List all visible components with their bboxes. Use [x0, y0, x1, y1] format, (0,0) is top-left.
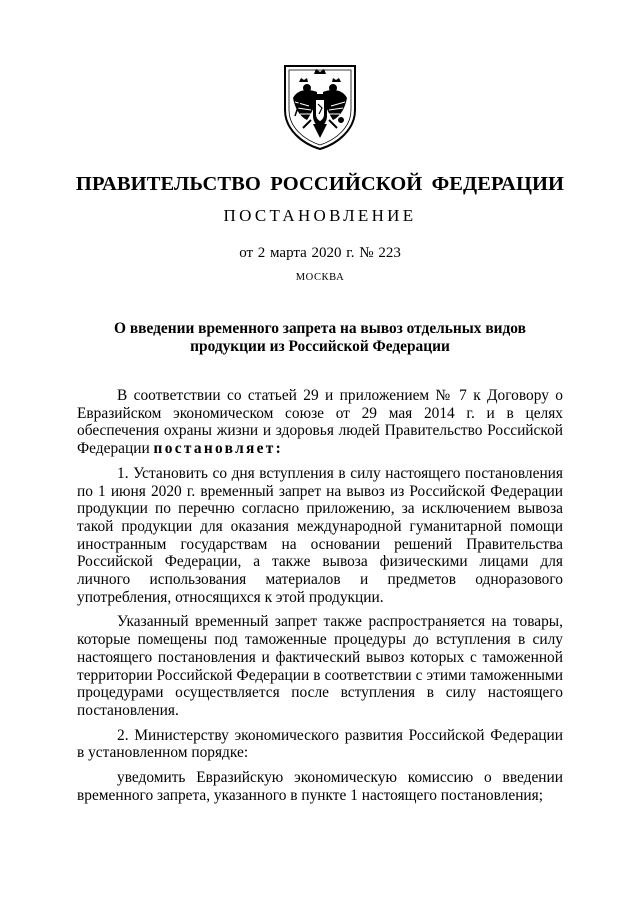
subject-line-2: продукции из Российской Федерации	[190, 338, 450, 355]
paragraph-item-1: 1. Установить со дня вступления в силу настоящего постановления по 1 июня 2020 г. временный запрет на вывоз из Российской Федерации продукции по перечню согласно приложению, за исключением вывоза такой продукции для оказания международной гуманитарной помощи иностранным государствам на основании решений Правительства Российской Федерации, а также вывоза физическими лицами для личного использования материалов и предметов одноразового употребления, относящихся к этой продукции.	[77, 464, 563, 606]
coat-of-arms-icon	[273, 58, 367, 152]
subject-line-1: О введении временного запрета на вывоз отдельных видов	[114, 320, 526, 337]
document-type: ПОСТАНОВЛЕНИЕ	[223, 206, 417, 225]
document-subject	[60, 320, 580, 356]
document-city: МОСКВА	[295, 272, 345, 283]
resolution-keyword: постановляет:	[153, 440, 284, 458]
preamble-text: В соответствии со статьей 29 и приложением № 7 к Договору о Евразийском экономическом союзе от 29 мая 2014 г. и в целях обеспечения охраны жизни и здоровья людей Правительство Российской Федерации	[77, 387, 563, 458]
government-title: ПРАВИТЕЛЬСТВО РОССИЙСКОЙ ФЕДЕРАЦИИ	[75, 173, 565, 195]
paragraph-item-2: 2. Министерству экономического развития Российской Федерации в установленном порядке:	[77, 726, 563, 762]
document-date-number: от 2 марта 2020 г. № 223	[239, 245, 401, 261]
paragraph-item-2-notify: уведомить Евразийскую экономическую комиссию о введении временного запрета, указанного в пункте 1 настоящего постановления;	[77, 769, 563, 804]
document-body	[77, 387, 563, 804]
paragraph-item-1-extension: Указанный временный запрет также распространяется на товары, которые помещены под таможенные процедуры до вступления в силу настоящего постановления и фактический вывоз которых с таможенной территории Российской Федерации в соответствии с этими таможенными процедурами осуществляется после вступления в силу настоящего постановления.	[77, 613, 563, 719]
paragraph-preamble	[77, 387, 563, 458]
